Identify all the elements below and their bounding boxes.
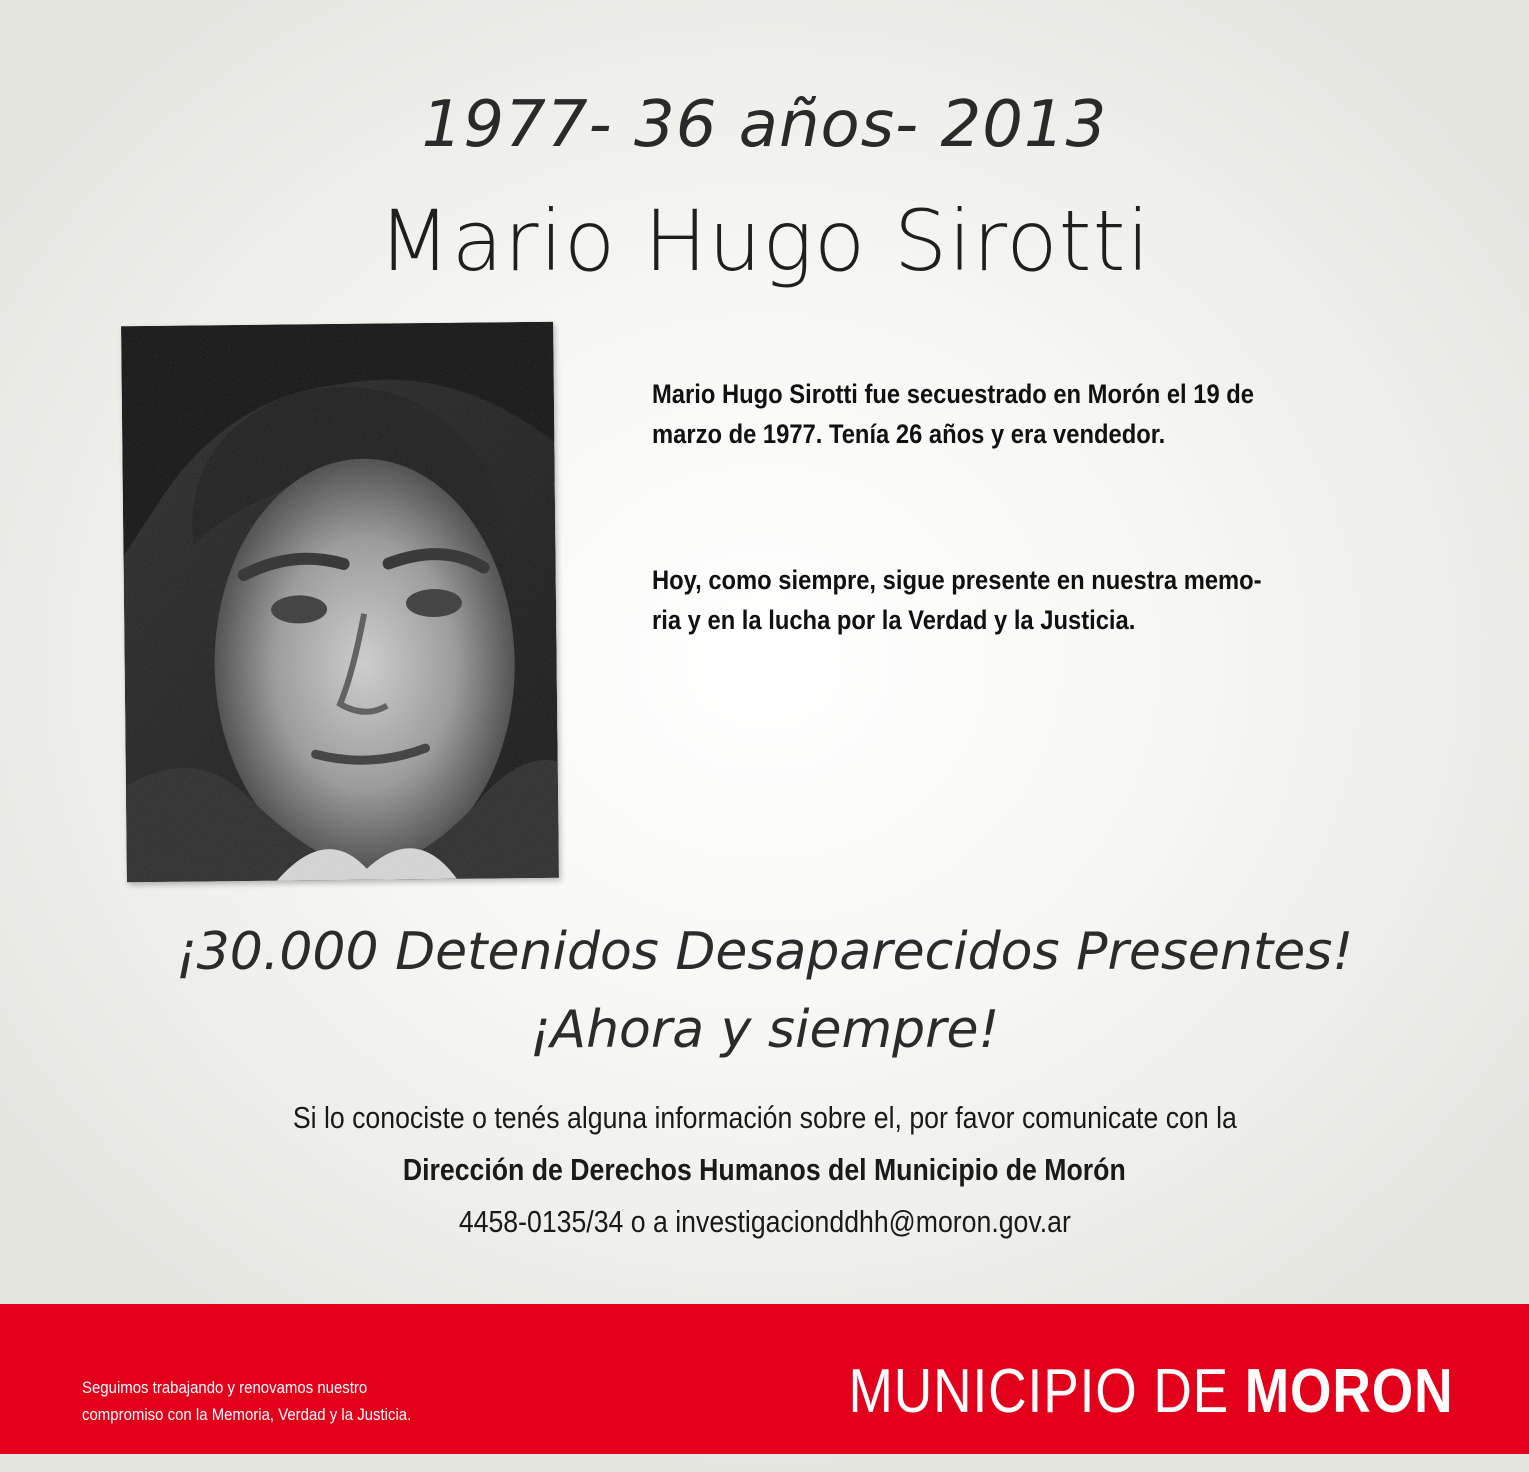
bio-paragraph-2 bbox=[652, 560, 1286, 640]
contact-intro bbox=[0, 1100, 1529, 1136]
person-name: Mario Hugo Sirotti bbox=[378, 192, 1151, 290]
brand-bold: MORON bbox=[1244, 1357, 1453, 1426]
brand-regular: MUNICIPIO DE bbox=[848, 1357, 1245, 1426]
contact-info bbox=[0, 1204, 1529, 1240]
bio-line: Mario Hugo Sirotti fue secuestrado en Morón el 19 de bbox=[652, 379, 1255, 409]
footer-tagline-line: Seguimos trabajando y renovamos nuestro bbox=[82, 1378, 368, 1397]
slogan-line-1: ¡30.000 Detenidos Desaparecidos Presentes! bbox=[175, 922, 1354, 982]
footer-tagline bbox=[82, 1374, 411, 1428]
anniversary-dates: 1977- 36 años- 2013 bbox=[421, 88, 1108, 162]
portrait-photo bbox=[121, 322, 559, 882]
bio-line: ria y en la lucha por la Verdad y la Justicia. bbox=[652, 605, 1136, 635]
bio-paragraph-1 bbox=[652, 374, 1286, 454]
contact-info-text: 4458-0135/34 o a investigacionddhh@moron.gov.ar bbox=[458, 1204, 1071, 1239]
municipality-logo bbox=[848, 1356, 1453, 1427]
portrait-image bbox=[121, 322, 559, 882]
bio-line: marzo de 1977. Tenía 26 años y era vendedor. bbox=[652, 419, 1166, 449]
slogan-line-2: ¡Ahora y siempre! bbox=[529, 1000, 1000, 1060]
contact-department bbox=[0, 1152, 1529, 1188]
contact-department-text: Dirección de Derechos Humanos del Municipio de Morón bbox=[403, 1152, 1126, 1187]
footer-tagline-line: compromiso con la Memoria, Verdad y la Justicia. bbox=[82, 1405, 412, 1424]
footer-bar bbox=[0, 1304, 1529, 1454]
bio-line: Hoy, como siempre, sigue presente en nuestra memo- bbox=[652, 565, 1262, 595]
contact-intro-text: Si lo conociste o tenés alguna información sobre el, por favor comunicate con la bbox=[292, 1100, 1237, 1135]
